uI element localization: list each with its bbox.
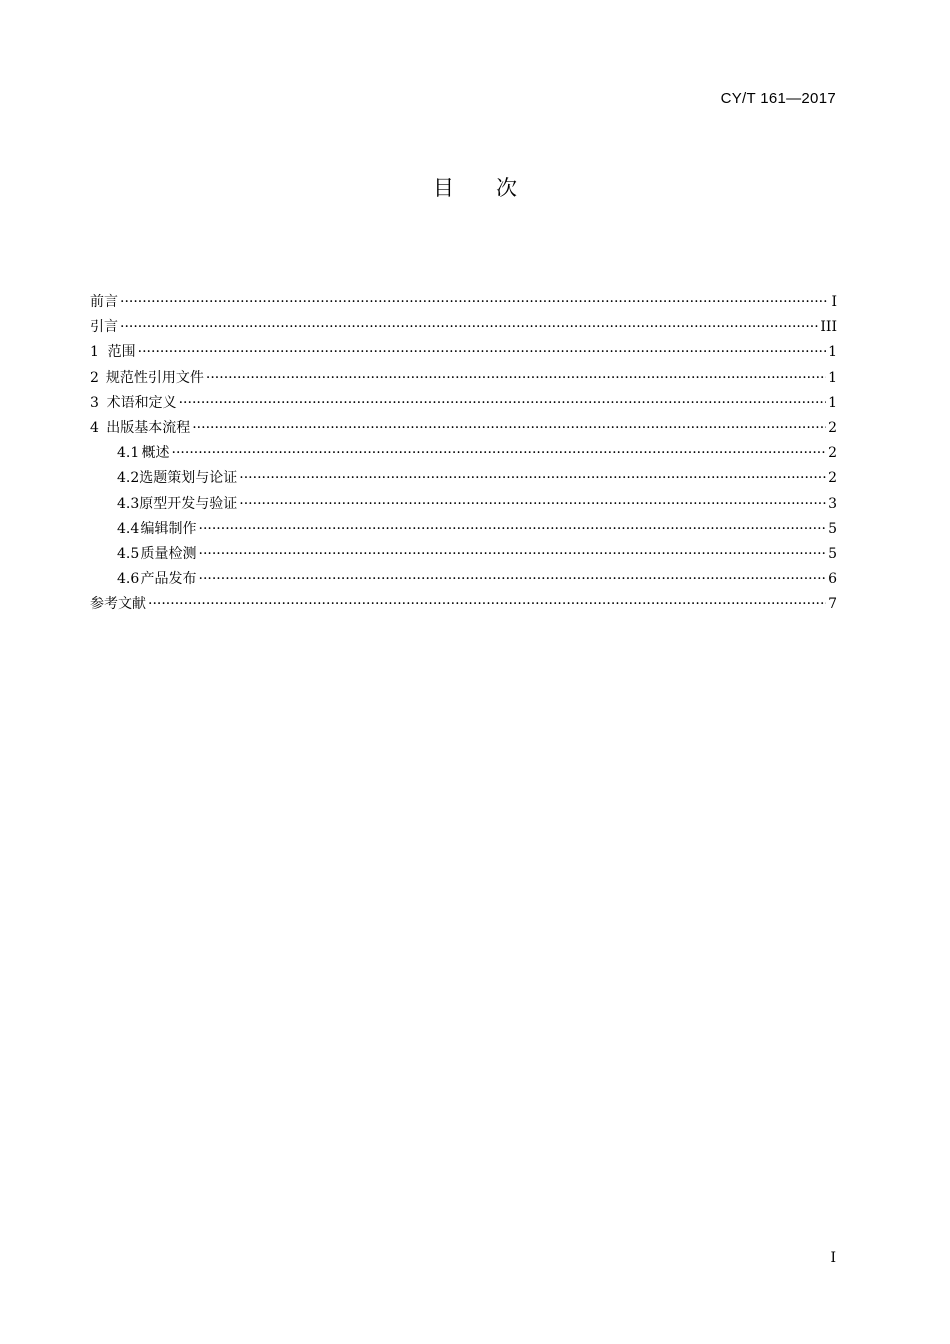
toc-entry[interactable]	[90, 366, 837, 391]
toc-dot-leader	[120, 290, 827, 315]
toc-entry[interactable]	[90, 517, 837, 542]
toc-entry-label: 术语和定义	[106, 394, 177, 411]
toc-entry-number: 4.4	[117, 520, 140, 537]
toc-entry[interactable]	[90, 592, 837, 617]
toc-entry-number: 1	[90, 344, 99, 361]
toc-entry-label: 出版基本流程	[106, 419, 191, 436]
standard-code: CY/T 161—2017	[720, 90, 836, 107]
toc-entry-label: 参考文献	[90, 596, 146, 613]
toc-entry[interactable]	[90, 567, 837, 592]
toc-entry-label: 选题策划与论证	[139, 470, 238, 487]
toc-entry-page: 2	[828, 445, 837, 462]
toc-dot-leader	[199, 567, 827, 592]
toc-entry[interactable]	[90, 492, 837, 517]
toc-entry-number: 3	[90, 394, 99, 411]
page-number: I	[830, 1250, 836, 1266]
toc-entry-number: 4	[90, 419, 99, 436]
toc-dot-leader	[120, 315, 818, 340]
toc-entry-page: I	[831, 294, 837, 310]
toc-entry-label: 编辑制作	[140, 520, 197, 537]
toc-dot-leader	[138, 340, 826, 365]
toc-entry[interactable]	[90, 340, 837, 365]
toc-dot-leader	[172, 441, 827, 466]
page-title: 目 次	[433, 176, 517, 200]
toc-entry-number: 4.3	[117, 495, 140, 512]
toc-entry-page: 1	[828, 369, 837, 386]
toc-entry-page: 7	[828, 596, 837, 613]
toc-entry[interactable]	[90, 542, 837, 567]
toc-entry-page: 1	[828, 344, 837, 361]
toc-dot-leader	[148, 592, 826, 617]
toc-entry-label: 质量检测	[140, 545, 197, 562]
toc-entry-number: 4.5	[117, 545, 140, 562]
toc-entry-number: 4.1	[117, 445, 140, 462]
toc-entry-label: 原型开发与验证	[139, 495, 238, 512]
toc-entry-number: 2	[90, 369, 99, 386]
table-of-contents	[90, 290, 837, 617]
toc-entry-page: 3	[828, 495, 837, 512]
toc-entry-label: 范围	[107, 344, 136, 361]
toc-entry-page: 2	[828, 470, 837, 487]
toc-entry-label: 产品发布	[140, 571, 197, 588]
toc-entry-number: 4.6	[117, 571, 140, 588]
toc-entry-label: 前言	[90, 294, 118, 310]
toc-entry[interactable]	[90, 416, 837, 441]
toc-dot-leader	[206, 366, 826, 391]
toc-dot-leader	[239, 466, 826, 491]
toc-entry[interactable]	[90, 290, 837, 315]
toc-entry-label: 规范性引用文件	[105, 369, 204, 386]
toc-entry[interactable]	[90, 315, 837, 340]
toc-entry-page: 6	[828, 571, 837, 588]
toc-entry-label: 引言	[90, 319, 118, 336]
toc-entry-page: 1	[828, 394, 837, 411]
toc-entry[interactable]	[90, 391, 837, 416]
toc-dot-leader	[199, 542, 827, 567]
toc-dot-leader	[239, 492, 826, 517]
toc-entry-page: III	[820, 319, 837, 336]
toc-entry-number: 4.2	[117, 470, 140, 487]
toc-dot-leader	[199, 517, 827, 542]
toc-entry[interactable]	[90, 466, 837, 491]
toc-entry-page: 5	[828, 520, 837, 537]
toc-entry-label: 概述	[141, 445, 170, 462]
toc-dot-leader	[192, 416, 826, 441]
toc-entry-page: 5	[828, 545, 837, 562]
toc-entry[interactable]	[90, 441, 837, 466]
toc-dot-leader	[179, 391, 826, 416]
toc-entry-page: 2	[828, 419, 837, 436]
